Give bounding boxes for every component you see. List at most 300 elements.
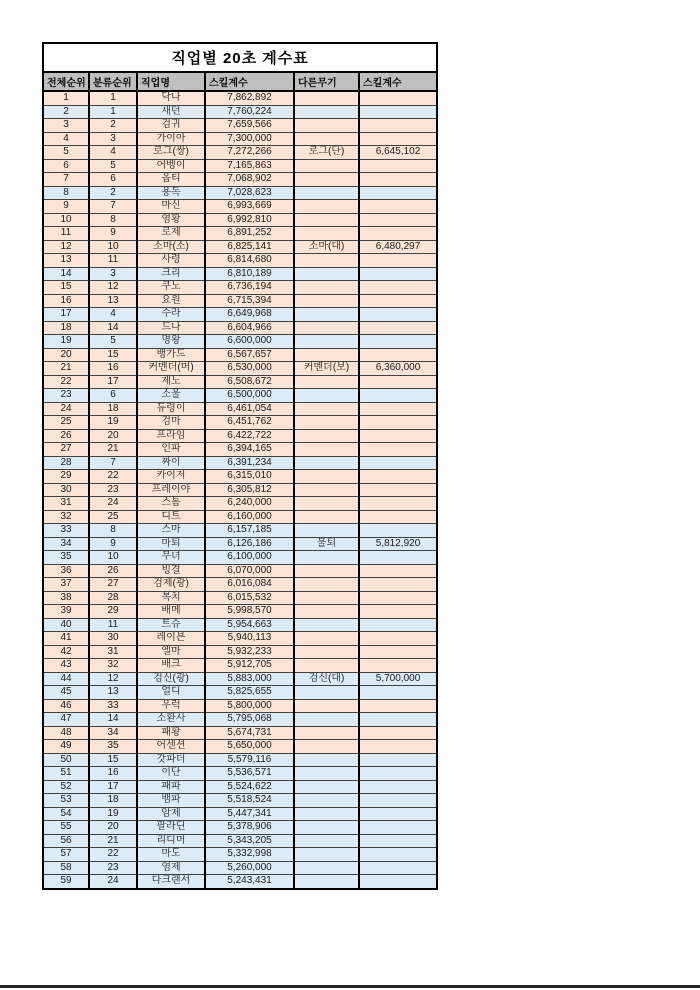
other-weapon-cell xyxy=(294,713,359,727)
job-name-cell: 마퇴 xyxy=(137,537,205,551)
col-header-skill-coeff: 스킬계수 xyxy=(205,72,294,91)
job-name-cell: 복치 xyxy=(137,591,205,605)
group-rank-cell: 10 xyxy=(89,551,137,565)
bottom-divider xyxy=(0,985,700,988)
job-name-cell: 소환사 xyxy=(137,713,205,727)
group-rank-cell: 33 xyxy=(89,699,137,713)
other-skill-coeff-cell xyxy=(359,119,437,133)
other-skill-coeff-cell xyxy=(359,726,437,740)
group-rank-cell: 5 xyxy=(89,159,137,173)
skill-coeff-cell: 6,649,968 xyxy=(205,308,294,322)
skill-coeff-cell: 6,240,000 xyxy=(205,497,294,511)
job-name-cell: 패황 xyxy=(137,726,205,740)
table-row xyxy=(43,227,437,241)
other-skill-coeff-cell xyxy=(359,416,437,430)
overall-rank-cell: 6 xyxy=(43,159,89,173)
column-header-row xyxy=(43,72,437,91)
table-row xyxy=(43,834,437,848)
overall-rank-cell: 41 xyxy=(43,632,89,646)
job-name-cell: 프라임 xyxy=(137,429,205,443)
overall-rank-cell: 2 xyxy=(43,105,89,119)
table-body xyxy=(43,91,437,889)
job-name-cell: 쿠노 xyxy=(137,281,205,295)
other-weapon-cell: 검신(대) xyxy=(294,672,359,686)
skill-coeff-cell: 5,378,906 xyxy=(205,821,294,835)
overall-rank-cell: 37 xyxy=(43,578,89,592)
group-rank-cell: 12 xyxy=(89,672,137,686)
skill-coeff-cell: 5,883,000 xyxy=(205,672,294,686)
overall-rank-cell: 12 xyxy=(43,240,89,254)
job-name-cell: 소울 xyxy=(137,389,205,403)
other-weapon-cell xyxy=(294,510,359,524)
other-skill-coeff-cell xyxy=(359,510,437,524)
other-skill-coeff-cell xyxy=(359,159,437,173)
overall-rank-cell: 18 xyxy=(43,321,89,335)
table-row xyxy=(43,740,437,754)
skill-coeff-cell: 5,912,705 xyxy=(205,659,294,673)
overall-rank-cell: 15 xyxy=(43,281,89,295)
overall-rank-cell: 27 xyxy=(43,443,89,457)
table-row xyxy=(43,564,437,578)
group-rank-cell: 8 xyxy=(89,213,137,227)
table-row xyxy=(43,537,437,551)
table-row xyxy=(43,105,437,119)
overall-rank-cell: 31 xyxy=(43,497,89,511)
overall-rank-cell: 56 xyxy=(43,834,89,848)
table-row xyxy=(43,308,437,322)
job-name-cell: 카이저 xyxy=(137,470,205,484)
job-name-cell: 이단 xyxy=(137,767,205,781)
overall-rank-cell: 26 xyxy=(43,429,89,443)
other-skill-coeff-cell: 5,700,000 xyxy=(359,672,437,686)
table-row xyxy=(43,254,437,268)
skill-coeff-cell: 5,674,731 xyxy=(205,726,294,740)
job-name-cell: 우럭 xyxy=(137,699,205,713)
overall-rank-cell: 9 xyxy=(43,200,89,214)
other-weapon-cell xyxy=(294,875,359,889)
other-skill-coeff-cell: 5,812,920 xyxy=(359,537,437,551)
group-rank-cell: 10 xyxy=(89,240,137,254)
other-weapon-cell xyxy=(294,335,359,349)
group-rank-cell: 11 xyxy=(89,254,137,268)
other-weapon-cell xyxy=(294,726,359,740)
overall-rank-cell: 11 xyxy=(43,227,89,241)
group-rank-cell: 6 xyxy=(89,173,137,187)
table-row xyxy=(43,119,437,133)
table-row xyxy=(43,456,437,470)
group-rank-cell: 15 xyxy=(89,753,137,767)
group-rank-cell: 23 xyxy=(89,483,137,497)
other-skill-coeff-cell xyxy=(359,91,437,105)
other-skill-coeff-cell xyxy=(359,780,437,794)
overall-rank-cell: 45 xyxy=(43,686,89,700)
table-row xyxy=(43,699,437,713)
group-rank-cell: 27 xyxy=(89,578,137,592)
job-name-cell: 커멘더(머) xyxy=(137,362,205,376)
col-header-job-name: 직업명 xyxy=(137,72,205,91)
table-row xyxy=(43,389,437,403)
job-name-cell: 스톰 xyxy=(137,497,205,511)
other-skill-coeff-cell: 6,360,000 xyxy=(359,362,437,376)
other-weapon-cell xyxy=(294,834,359,848)
other-weapon-cell xyxy=(294,173,359,187)
group-rank-cell: 4 xyxy=(89,308,137,322)
overall-rank-cell: 42 xyxy=(43,645,89,659)
group-rank-cell: 2 xyxy=(89,186,137,200)
other-weapon-cell xyxy=(294,659,359,673)
overall-rank-cell: 33 xyxy=(43,524,89,538)
other-weapon-cell xyxy=(294,618,359,632)
other-weapon-cell xyxy=(294,821,359,835)
skill-coeff-cell: 5,243,431 xyxy=(205,875,294,889)
overall-rank-cell: 52 xyxy=(43,780,89,794)
table-row xyxy=(43,578,437,592)
table-row xyxy=(43,429,437,443)
skill-coeff-cell: 5,579,116 xyxy=(205,753,294,767)
overall-rank-cell: 4 xyxy=(43,132,89,146)
other-skill-coeff-cell xyxy=(359,578,437,592)
table-row xyxy=(43,632,437,646)
overall-rank-cell: 3 xyxy=(43,119,89,133)
overall-rank-cell: 24 xyxy=(43,402,89,416)
overall-rank-cell: 20 xyxy=(43,348,89,362)
table-row xyxy=(43,713,437,727)
skill-coeff-cell: 5,795,068 xyxy=(205,713,294,727)
job-name-cell: 마도 xyxy=(137,848,205,862)
skill-coeff-cell: 7,068,902 xyxy=(205,173,294,187)
job-name-cell: 새던 xyxy=(137,105,205,119)
overall-rank-cell: 17 xyxy=(43,308,89,322)
other-skill-coeff-cell xyxy=(359,213,437,227)
other-skill-coeff-cell xyxy=(359,524,437,538)
group-rank-cell: 12 xyxy=(89,281,137,295)
skill-coeff-cell: 6,422,722 xyxy=(205,429,294,443)
overall-rank-cell: 59 xyxy=(43,875,89,889)
overall-rank-cell: 29 xyxy=(43,470,89,484)
other-weapon-cell xyxy=(294,645,359,659)
group-rank-cell: 20 xyxy=(89,429,137,443)
group-rank-cell: 6 xyxy=(89,389,137,403)
other-weapon-cell xyxy=(294,267,359,281)
table-row xyxy=(43,821,437,835)
other-skill-coeff-cell xyxy=(359,821,437,835)
skill-coeff-cell: 7,300,000 xyxy=(205,132,294,146)
other-weapon-cell xyxy=(294,200,359,214)
job-name-cell: 수라 xyxy=(137,308,205,322)
skill-coeff-cell: 5,932,233 xyxy=(205,645,294,659)
skill-coeff-cell: 6,100,000 xyxy=(205,551,294,565)
table-row xyxy=(43,294,437,308)
table-row xyxy=(43,672,437,686)
other-weapon-cell xyxy=(294,159,359,173)
other-skill-coeff-cell xyxy=(359,740,437,754)
job-name-cell: 로제 xyxy=(137,227,205,241)
other-skill-coeff-cell xyxy=(359,186,437,200)
job-name-cell: 드나 xyxy=(137,321,205,335)
other-skill-coeff-cell xyxy=(359,281,437,295)
other-skill-coeff-cell xyxy=(359,456,437,470)
other-weapon-cell xyxy=(294,483,359,497)
skill-coeff-cell: 6,160,000 xyxy=(205,510,294,524)
other-weapon-cell xyxy=(294,794,359,808)
overall-rank-cell: 51 xyxy=(43,767,89,781)
skill-coeff-cell: 7,272,266 xyxy=(205,146,294,160)
overall-rank-cell: 40 xyxy=(43,618,89,632)
group-rank-cell: 13 xyxy=(89,686,137,700)
table-row xyxy=(43,132,437,146)
other-weapon-cell xyxy=(294,861,359,875)
job-name-cell: 검제(광) xyxy=(137,578,205,592)
group-rank-cell: 1 xyxy=(89,105,137,119)
job-name-cell: 배크 xyxy=(137,659,205,673)
job-name-cell: 레이븐 xyxy=(137,632,205,646)
other-weapon-cell xyxy=(294,281,359,295)
other-weapon-cell xyxy=(294,524,359,538)
other-weapon-cell xyxy=(294,132,359,146)
job-name-cell: 암제 xyxy=(137,807,205,821)
other-weapon-cell xyxy=(294,227,359,241)
group-rank-cell: 16 xyxy=(89,362,137,376)
other-weapon-cell xyxy=(294,564,359,578)
other-skill-coeff-cell xyxy=(359,348,437,362)
overall-rank-cell: 10 xyxy=(43,213,89,227)
other-skill-coeff-cell xyxy=(359,335,437,349)
job-name-cell: 얼디 xyxy=(137,686,205,700)
other-skill-coeff-cell xyxy=(359,105,437,119)
other-weapon-cell xyxy=(294,848,359,862)
skill-coeff-cell: 6,810,189 xyxy=(205,267,294,281)
skill-coeff-cell: 6,600,000 xyxy=(205,335,294,349)
job-name-cell: 소마(소) xyxy=(137,240,205,254)
job-name-cell: 다크랜서 xyxy=(137,875,205,889)
group-rank-cell: 24 xyxy=(89,497,137,511)
table-row xyxy=(43,348,437,362)
group-rank-cell: 15 xyxy=(89,348,137,362)
overall-rank-cell: 1 xyxy=(43,91,89,105)
other-weapon-cell xyxy=(294,119,359,133)
overall-rank-cell: 48 xyxy=(43,726,89,740)
skill-coeff-cell: 7,028,623 xyxy=(205,186,294,200)
skill-coeff-cell: 6,394,165 xyxy=(205,443,294,457)
overall-rank-cell: 43 xyxy=(43,659,89,673)
group-rank-cell: 11 xyxy=(89,618,137,632)
other-weapon-cell xyxy=(294,497,359,511)
other-weapon-cell xyxy=(294,254,359,268)
table-row xyxy=(43,267,437,281)
other-weapon-cell xyxy=(294,321,359,335)
table-row xyxy=(43,726,437,740)
col-header-other-weapon: 다른무기 xyxy=(294,72,359,91)
skill-coeff-cell: 6,567,657 xyxy=(205,348,294,362)
other-skill-coeff-cell xyxy=(359,429,437,443)
overall-rank-cell: 50 xyxy=(43,753,89,767)
job-name-cell: 가이아 xyxy=(137,132,205,146)
other-skill-coeff-cell xyxy=(359,699,437,713)
job-name-cell: 빙결 xyxy=(137,564,205,578)
skill-coeff-cell: 6,126,186 xyxy=(205,537,294,551)
skill-coeff-cell: 5,447,341 xyxy=(205,807,294,821)
skill-coeff-cell: 6,500,000 xyxy=(205,389,294,403)
skill-coeff-cell: 5,536,571 xyxy=(205,767,294,781)
job-name-cell: 무녀 xyxy=(137,551,205,565)
other-skill-coeff-cell xyxy=(359,483,437,497)
group-rank-cell: 30 xyxy=(89,632,137,646)
skill-coeff-cell: 5,332,998 xyxy=(205,848,294,862)
table-row xyxy=(43,510,437,524)
table-row xyxy=(43,186,437,200)
job-name-cell: 프레이야 xyxy=(137,483,205,497)
group-rank-cell: 18 xyxy=(89,794,137,808)
job-name-cell: 요원 xyxy=(137,294,205,308)
job-name-cell: 트슈 xyxy=(137,618,205,632)
job-name-cell: 마신 xyxy=(137,200,205,214)
table-row xyxy=(43,551,437,565)
skill-coeff-cell: 5,998,570 xyxy=(205,605,294,619)
coefficient-sheet xyxy=(42,42,438,890)
other-skill-coeff-cell xyxy=(359,659,437,673)
table-row xyxy=(43,416,437,430)
overall-rank-cell: 36 xyxy=(43,564,89,578)
other-skill-coeff-cell xyxy=(359,645,437,659)
other-skill-coeff-cell xyxy=(359,767,437,781)
overall-rank-cell: 44 xyxy=(43,672,89,686)
job-name-cell: 스마 xyxy=(137,524,205,538)
skill-coeff-cell: 5,940,113 xyxy=(205,632,294,646)
other-weapon-cell xyxy=(294,308,359,322)
overall-rank-cell: 32 xyxy=(43,510,89,524)
group-rank-cell: 4 xyxy=(89,146,137,160)
skill-coeff-cell: 7,760,224 xyxy=(205,105,294,119)
other-skill-coeff-cell xyxy=(359,173,437,187)
overall-rank-cell: 53 xyxy=(43,794,89,808)
other-weapon-cell xyxy=(294,186,359,200)
other-weapon-cell xyxy=(294,348,359,362)
other-skill-coeff-cell xyxy=(359,807,437,821)
other-weapon-cell xyxy=(294,294,359,308)
other-weapon-cell xyxy=(294,213,359,227)
table-row xyxy=(43,753,437,767)
overall-rank-cell: 47 xyxy=(43,713,89,727)
other-weapon-cell xyxy=(294,375,359,389)
group-rank-cell: 22 xyxy=(89,848,137,862)
other-skill-coeff-cell xyxy=(359,834,437,848)
other-skill-coeff-cell xyxy=(359,848,437,862)
job-name-cell: 뱀파 xyxy=(137,794,205,808)
job-name-cell: 짜이 xyxy=(137,456,205,470)
table-row xyxy=(43,524,437,538)
overall-rank-cell: 5 xyxy=(43,146,89,160)
other-skill-coeff-cell xyxy=(359,861,437,875)
overall-rank-cell: 55 xyxy=(43,821,89,835)
table-row xyxy=(43,861,437,875)
group-rank-cell: 20 xyxy=(89,821,137,835)
table-row xyxy=(43,443,437,457)
skill-coeff-cell: 6,015,532 xyxy=(205,591,294,605)
other-weapon-cell xyxy=(294,578,359,592)
overall-rank-cell: 39 xyxy=(43,605,89,619)
skill-coeff-cell: 6,993,669 xyxy=(205,200,294,214)
other-weapon-cell xyxy=(294,105,359,119)
group-rank-cell: 19 xyxy=(89,416,137,430)
job-name-cell: 검귀 xyxy=(137,119,205,133)
other-skill-coeff-cell xyxy=(359,200,437,214)
overall-rank-cell: 34 xyxy=(43,537,89,551)
skill-coeff-cell: 5,825,655 xyxy=(205,686,294,700)
job-coefficient-table xyxy=(42,42,438,890)
group-rank-cell: 22 xyxy=(89,470,137,484)
other-weapon-cell xyxy=(294,807,359,821)
table-row xyxy=(43,281,437,295)
skill-coeff-cell: 5,518,524 xyxy=(205,794,294,808)
other-weapon-cell xyxy=(294,605,359,619)
other-weapon-cell xyxy=(294,591,359,605)
skill-coeff-cell: 6,604,966 xyxy=(205,321,294,335)
other-weapon-cell xyxy=(294,91,359,105)
other-weapon-cell xyxy=(294,632,359,646)
other-weapon-cell xyxy=(294,389,359,403)
other-skill-coeff-cell xyxy=(359,308,437,322)
group-rank-cell: 26 xyxy=(89,564,137,578)
skill-coeff-cell: 5,954,663 xyxy=(205,618,294,632)
group-rank-cell: 34 xyxy=(89,726,137,740)
other-skill-coeff-cell xyxy=(359,389,437,403)
skill-coeff-cell: 5,260,000 xyxy=(205,861,294,875)
other-skill-coeff-cell xyxy=(359,132,437,146)
group-rank-cell: 18 xyxy=(89,402,137,416)
table-row xyxy=(43,875,437,889)
group-rank-cell: 14 xyxy=(89,713,137,727)
other-weapon-cell xyxy=(294,740,359,754)
group-rank-cell: 3 xyxy=(89,132,137,146)
other-skill-coeff-cell xyxy=(359,618,437,632)
other-skill-coeff-cell: 6,645,102 xyxy=(359,146,437,160)
overall-rank-cell: 7 xyxy=(43,173,89,187)
job-name-cell: 인파 xyxy=(137,443,205,457)
job-name-cell: 리디머 xyxy=(137,834,205,848)
job-name-cell: 검마 xyxy=(137,416,205,430)
job-name-cell: 크리 xyxy=(137,267,205,281)
job-name-cell: 뱅가드 xyxy=(137,348,205,362)
skill-coeff-cell: 7,862,892 xyxy=(205,91,294,105)
job-name-cell: 염황 xyxy=(137,213,205,227)
other-weapon-cell xyxy=(294,699,359,713)
table-row xyxy=(43,470,437,484)
other-weapon-cell xyxy=(294,753,359,767)
group-rank-cell: 7 xyxy=(89,456,137,470)
other-skill-coeff-cell xyxy=(359,227,437,241)
other-skill-coeff-cell xyxy=(359,875,437,889)
overall-rank-cell: 49 xyxy=(43,740,89,754)
table-row xyxy=(43,335,437,349)
overall-rank-cell: 38 xyxy=(43,591,89,605)
other-skill-coeff-cell xyxy=(359,605,437,619)
other-skill-coeff-cell xyxy=(359,713,437,727)
other-weapon-cell xyxy=(294,429,359,443)
overall-rank-cell: 28 xyxy=(43,456,89,470)
table-row xyxy=(43,146,437,160)
job-name-cell: 검신(광) xyxy=(137,672,205,686)
skill-coeff-cell: 5,650,000 xyxy=(205,740,294,754)
table-row xyxy=(43,767,437,781)
other-weapon-cell: 물퇴 xyxy=(294,537,359,551)
job-name-cell: 용독 xyxy=(137,186,205,200)
other-skill-coeff-cell xyxy=(359,794,437,808)
other-weapon-cell xyxy=(294,767,359,781)
other-skill-coeff-cell xyxy=(359,470,437,484)
other-skill-coeff-cell xyxy=(359,591,437,605)
table-row xyxy=(43,605,437,619)
overall-rank-cell: 22 xyxy=(43,375,89,389)
